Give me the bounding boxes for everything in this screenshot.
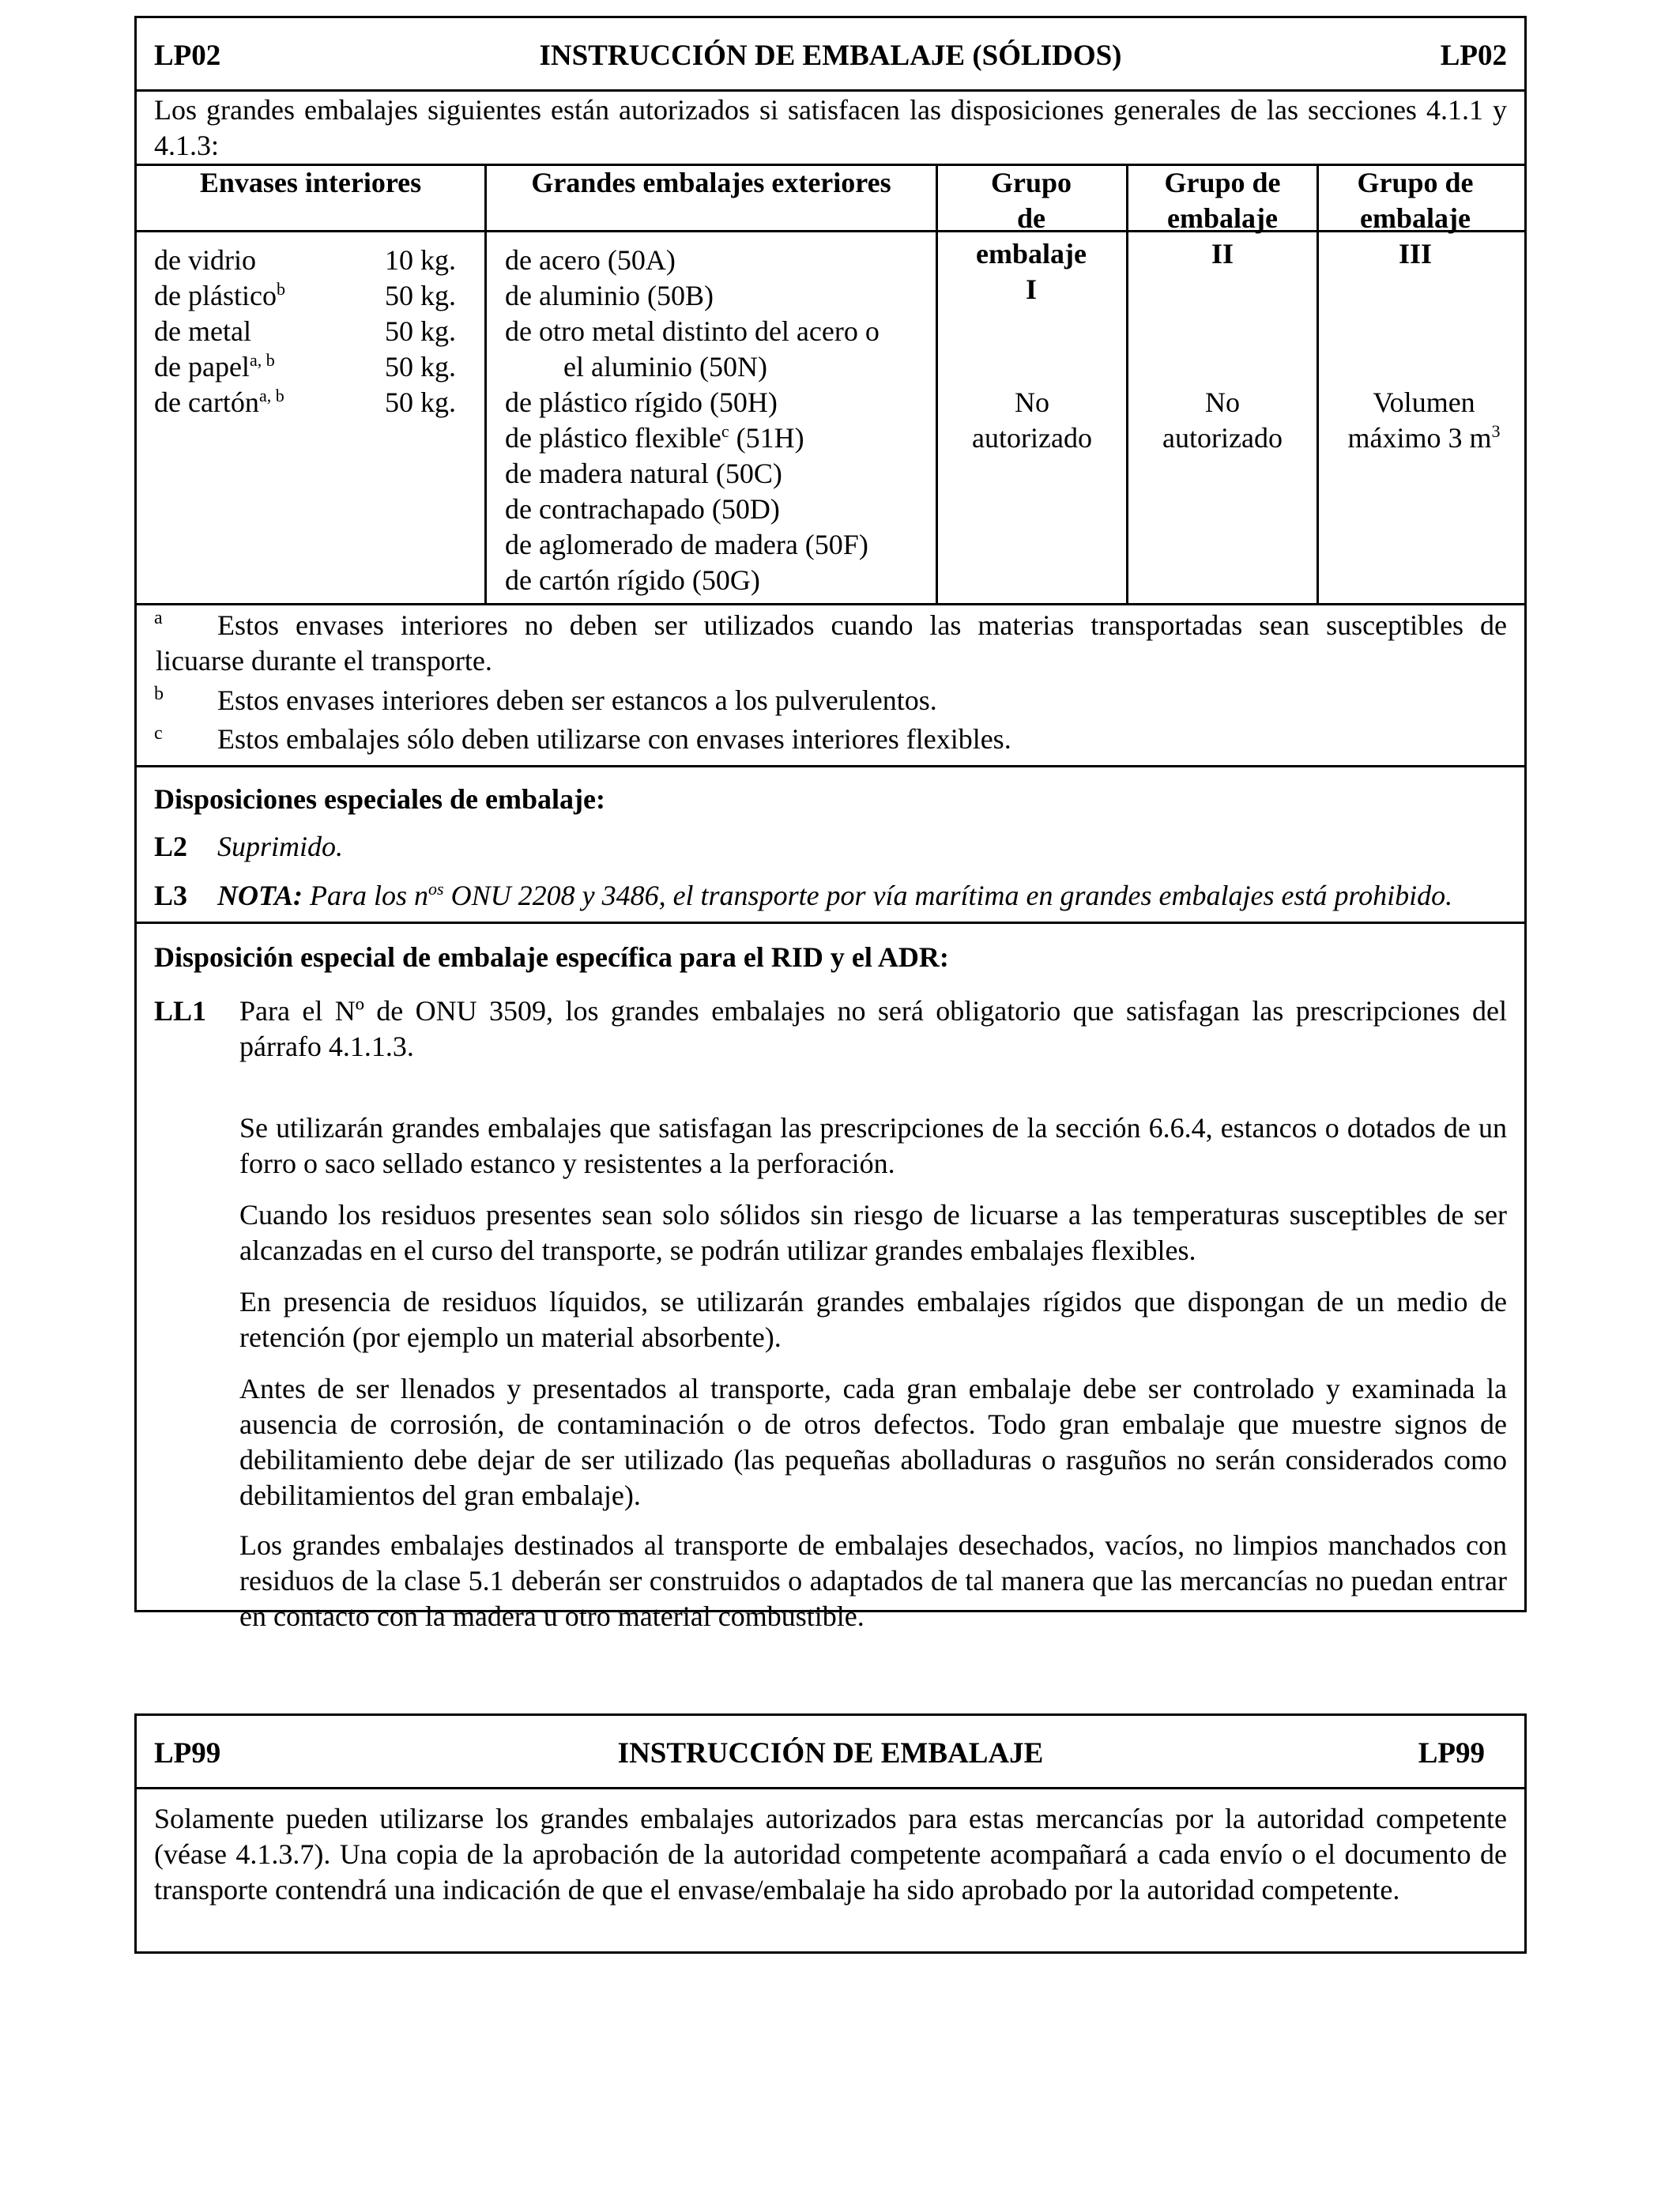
pg2-line-1: No bbox=[1205, 386, 1240, 418]
lp02-intro: Los grandes embalajes siguientes están autorizados si satisfacen las disposiciones generales de las secciones 4.1.1 y 4.1.3: bbox=[154, 94, 1507, 161]
ll1-paragraph: Para el Nº de ONU 3509, los grandes embalajes no será obligatorio que satisfagan las prescripciones del párrafo 4.1.1.3. bbox=[239, 995, 1507, 1062]
col-header-pg3: Grupo de embalaje III bbox=[1357, 167, 1474, 270]
footnote-a-mark: a bbox=[154, 608, 163, 628]
lp99-text: Solamente pueden utilizarse los grandes embalajes autorizados para estas mercancías por la autoridad competente (véase 4.1.3.7). Una copia de la aprobación de la autoridad competente acompañará a cada envío o el documento de transporte contendrá una indicación de que el envase/embalaje ha sido aprobado por la autoridad competente. bbox=[154, 1803, 1507, 1906]
inner-packaging-qty: 50 kg. bbox=[385, 315, 456, 347]
pg1-value bbox=[938, 385, 1126, 456]
outer-packaging-item: el aluminio (50N) bbox=[563, 351, 767, 383]
lp99-code-left: LP99 bbox=[154, 1737, 221, 1770]
pg3-value bbox=[1319, 385, 1529, 456]
rid-adr-title: Disposición especial de embalaje específica para el RID y el ADR: bbox=[154, 941, 949, 973]
ll1-paragraph: Se utilizarán grandes embalajes que satisfagan las prescripciones de la sección 6.6.4, estancos o dotados de un forro o saco sellado estanco y resistentes a la perforación. bbox=[239, 1112, 1507, 1179]
pg3-line-2: máximo 3 $m^3$ bbox=[1347, 421, 1501, 454]
col-header-outer: Grandes embalajes exteriores bbox=[531, 167, 891, 198]
rid-adr-rule bbox=[137, 922, 1524, 924]
col-divider-2 bbox=[936, 164, 938, 603]
lp02-header bbox=[137, 18, 1524, 92]
inner-packaging-qty: 50 kg. bbox=[385, 386, 456, 418]
lp99-title: INSTRUCCIÓN DE EMBALAJE bbox=[617, 1737, 1044, 1770]
ll1-paragraph: Los grandes embalajes destinados al transporte de embalajes desechados, vacíos, no limpios manchados con residuos de la clase 5.1 deberán ser construidos o adaptados de tal manera que las mercancías no puedan entrar en contacto con la madera u otro material combustible. bbox=[239, 1529, 1507, 1632]
outer-packaging-item: de plástico flexible$^c$ (51H) bbox=[505, 421, 804, 454]
inner-packaging-qty: 50 kg. bbox=[385, 351, 456, 383]
lp99-code-right: LP99 bbox=[1418, 1737, 1485, 1770]
outer-packaging-item: de madera natural (50C) bbox=[505, 458, 782, 489]
col-divider-4 bbox=[1317, 164, 1319, 603]
outer-packaging-item: de contrachapado (50D) bbox=[505, 493, 780, 525]
inner-packaging-name: de cartón$^{a, b}$ bbox=[154, 386, 284, 418]
outer-packaging-item: de acero (50A) bbox=[505, 244, 676, 276]
footnote-b-mark: b bbox=[154, 684, 164, 704]
col-divider-3 bbox=[1126, 164, 1128, 603]
lp99-instruction-box bbox=[134, 1713, 1527, 1954]
pg2-value bbox=[1128, 385, 1317, 456]
pg2-line-2: autorizado bbox=[1162, 422, 1283, 454]
outer-packaging-item: de aluminio (50B) bbox=[505, 280, 714, 311]
lp02-code-right: LP02 bbox=[1440, 40, 1507, 72]
pg3-line-1: Volumen bbox=[1373, 386, 1475, 418]
inner-packaging-name: de papel$^{a, b}$ bbox=[154, 350, 275, 383]
col-divider-1 bbox=[484, 164, 487, 603]
outer-packaging-item: de aglomerado de madera (50F) bbox=[505, 529, 868, 560]
outer-packaging-item: de otro metal distinto del acero o bbox=[505, 315, 880, 347]
inner-packaging-name: de plástico$^b$ bbox=[154, 279, 285, 311]
col-header-inner: Envases interiores bbox=[199, 167, 422, 198]
ll1-paragraph: Cuando los residuos presentes sean solo sólidos sin riesgo de licuarse a las temperaturas susceptibles de ser alcanzadas en el curso del transporte, se podrán utilizar grandes embalajes flexibles. bbox=[239, 1199, 1507, 1266]
outer-packaging-item: de cartón rígido (50G) bbox=[505, 564, 760, 596]
l2-text: Suprimido. bbox=[217, 831, 344, 862]
l2-code: L2 bbox=[154, 831, 188, 862]
ll1-code: LL1 bbox=[154, 995, 207, 1027]
ll1-paragraph: Antes de ser llenados y presentados al transporte, cada gran embalaje debe ser controlado y examinada la ausencia de corrosión, de contaminación o de otros defectos. Todo gran embalaje que muestre signos de debilitamiento debe dejar de ser utilizado (las pequeñas abolladuras o rasguños no serán considerados como debilitamientos del gran embalaje). bbox=[239, 1373, 1507, 1511]
table-bottom-rule bbox=[137, 603, 1524, 605]
pg1-line-2: autorizado bbox=[972, 422, 1092, 454]
outer-packaging-item: de plástico rígido (50H) bbox=[505, 386, 778, 418]
inner-packaging-name: de metal bbox=[154, 315, 251, 347]
lp02-code-left: LP02 bbox=[154, 40, 221, 72]
lp02-title: INSTRUCCIÓN DE EMBALAJE (SÓLIDOS) bbox=[539, 40, 1122, 72]
l3-code: L3 bbox=[154, 880, 188, 911]
col-header-pg2: Grupo de embalaje II bbox=[1164, 167, 1281, 270]
inner-packaging-name: de vidrio bbox=[154, 244, 256, 276]
col-header-pg1: Grupo de embalaje I bbox=[976, 167, 1087, 305]
lp99-header bbox=[137, 1716, 1524, 1789]
pg1-line-1: No bbox=[1015, 386, 1049, 418]
inner-packaging-qty: 10 kg. bbox=[385, 244, 456, 276]
footnote-b-text: Estos envases interiores deben ser estancos a los pulverulentos. bbox=[217, 684, 937, 716]
footnote-a-text: Estos envases interiores no deben ser utilizados cuando las materias transportadas sean susceptibles de bbox=[217, 609, 1507, 641]
inner-packaging-qty: 50 kg. bbox=[385, 280, 456, 311]
footnote-c-mark: c bbox=[154, 723, 163, 744]
special-provisions-title: Disposiciones especiales de embalaje: bbox=[154, 783, 605, 815]
l3-note: NOTA: Para los $n^{os}$ ONU 2208 y 3486, el transporte por vía marítima en grandes embalajes está prohibido. bbox=[217, 879, 1453, 911]
footnote-a-continuation: licuarse durante el transporte. bbox=[156, 645, 492, 677]
lp02-instruction-box bbox=[134, 16, 1527, 1632]
footnote-c-text: Estos embalajes sólo deben utilizarse con envases interiores flexibles. bbox=[217, 723, 1011, 755]
special-provisions-rule bbox=[137, 765, 1524, 767]
l3-note-label: NOTA: bbox=[217, 880, 303, 911]
ll1-paragraph: En presencia de residuos líquidos, se utilizarán grandes embalajes rígidos que dispongan de un medio de retención (por ejemplo un material absorbente). bbox=[239, 1286, 1507, 1353]
